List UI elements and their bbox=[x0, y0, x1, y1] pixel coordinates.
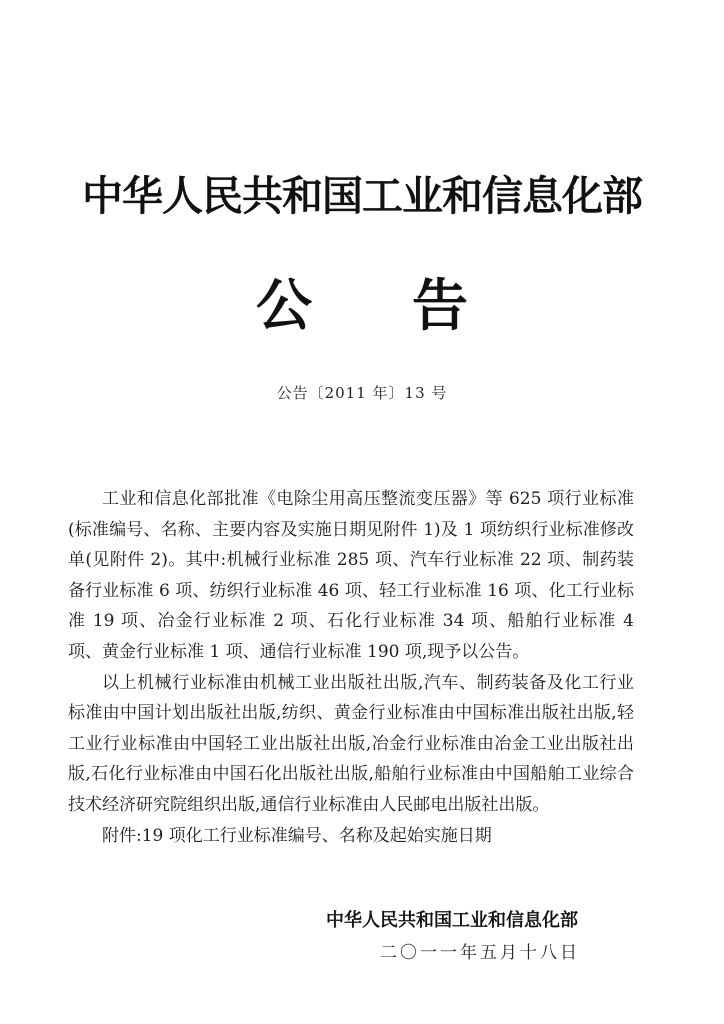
attachment-note: 附件:19 项化工行业标准编号、名称及起始实施日期 bbox=[102, 825, 492, 846]
issuer-signature: 中华人民共和国工业和信息化部 bbox=[326, 910, 578, 931]
document-number: 公告〔2011 年〕13 号 bbox=[276, 384, 448, 402]
body-paragraph: 以上机械行业标准由机械工业出版社出版,汽车、制药装备及化工行业标准由中国计划出版社出版,纺织、黄金行业标准由中国标准出版社出版,轻工业行业标准由中国轻工业出版社出版,冶金行业标准由冶金工业出版社出版,石化行业标准由中国石化出版社出版,船舶行业标准由中国船舶工业综合技术经济研究院组织出版,通信行业标准由人民邮电出版社出版。 bbox=[68, 672, 634, 815]
issue-date: 二〇一一年五月十八日 bbox=[380, 943, 580, 963]
document-title: 公告 bbox=[256, 273, 568, 339]
body-paragraph: 工业和信息化部批准《电除尘用高压整流变压器》等 625 项行业标准(标准编号、名称、主要内容及实施日期见附件 1)及 1 项纺织行业标准修改单(见附件 2)。其中:机械行业标准 285 项、汽车行业标准 22 项、制药装备行业标准 6 项、纺织行业标准 46 项、轻工行业标准 16 项、化工行业标准 19 项、冶金行业标准 2 项、石化行业标准 34 项、船舶行业标准 4 项、黄金行业标准 1 项、通信行业标准 190 项,现予以公告。 bbox=[68, 489, 634, 662]
announcement-body bbox=[68, 484, 634, 851]
ministry-header: 中华人民共和国工业和信息化部 bbox=[82, 172, 642, 220]
